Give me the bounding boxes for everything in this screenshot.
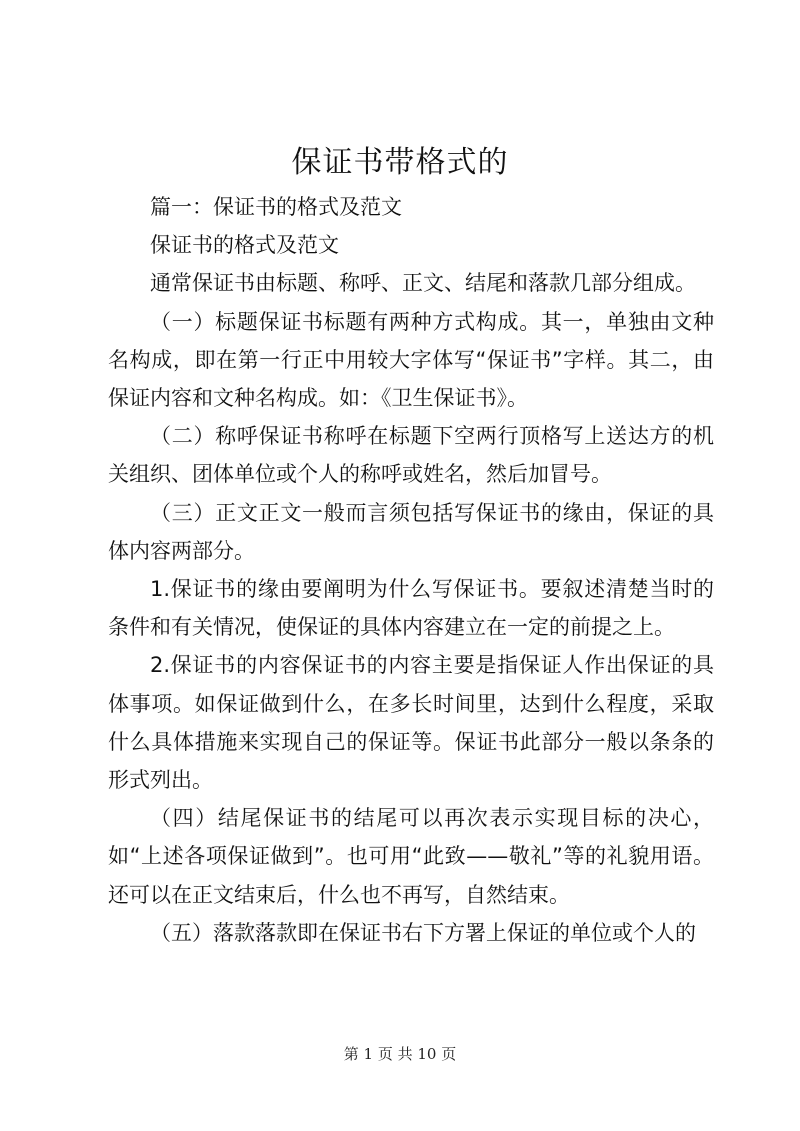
- paragraph-salutation-section: （二）称呼保证书称呼在标题下空两行顶格写上送达方的机关组织、团体单位或个人的称呼或姓名，然后加冒号。: [108, 424, 714, 487]
- paragraph-body-section: （三）正文正文一般而言须包括写保证书的缘由，保证的具体内容两部分。: [108, 500, 714, 563]
- paragraph-section-heading: 篇一：保证书的格式及范文: [150, 195, 402, 219]
- paragraph-title-section: （一）标题保证书标题有两种方式构成。其一，单独由文种名构成，即在第一行正中用较大字体写“保证书”字样。其二，由保证内容和文种名构成。如：《卫生保证书》。: [108, 309, 714, 411]
- paragraph-reason-item: 1.保证书的缘由要阐明为什么写保证书。要叙述清楚当时的条件和有关情况，使保证的具体内容建立在一定的前提之上。: [108, 577, 714, 640]
- paragraph-intro: 通常保证书由标题、称呼、正文、结尾和落款几部分组成。: [150, 271, 696, 296]
- paragraph-ending-section: （四）结尾保证书的结尾可以再次表示实现目标的决心，如“上述各项保证做到”。也可用“此致——敬礼”等的礼貌用语。还可以在正文结束后，什么也不再写，自然结束。: [108, 806, 714, 907]
- document-title: 保证书带格式的: [291, 145, 509, 180]
- paragraph-signature-section: （五）落款落款即在保证书右下方署上保证的单位或个人的: [150, 920, 696, 945]
- paragraph-subtitle: 保证书的格式及范文: [150, 233, 339, 258]
- page-number-footer: 第 1 页 共 10 页: [343, 1045, 457, 1063]
- paragraph-content-item: 2.保证书的内容保证书的内容主要是指保证人作出保证的具体事项。如保证做到什么，在多长时间里，达到什么程度，采取什么具体措施来实现自己的保证等。保证书此部分一般以条条的形式列出。: [108, 653, 714, 793]
- document-body: [108, 188, 714, 952]
